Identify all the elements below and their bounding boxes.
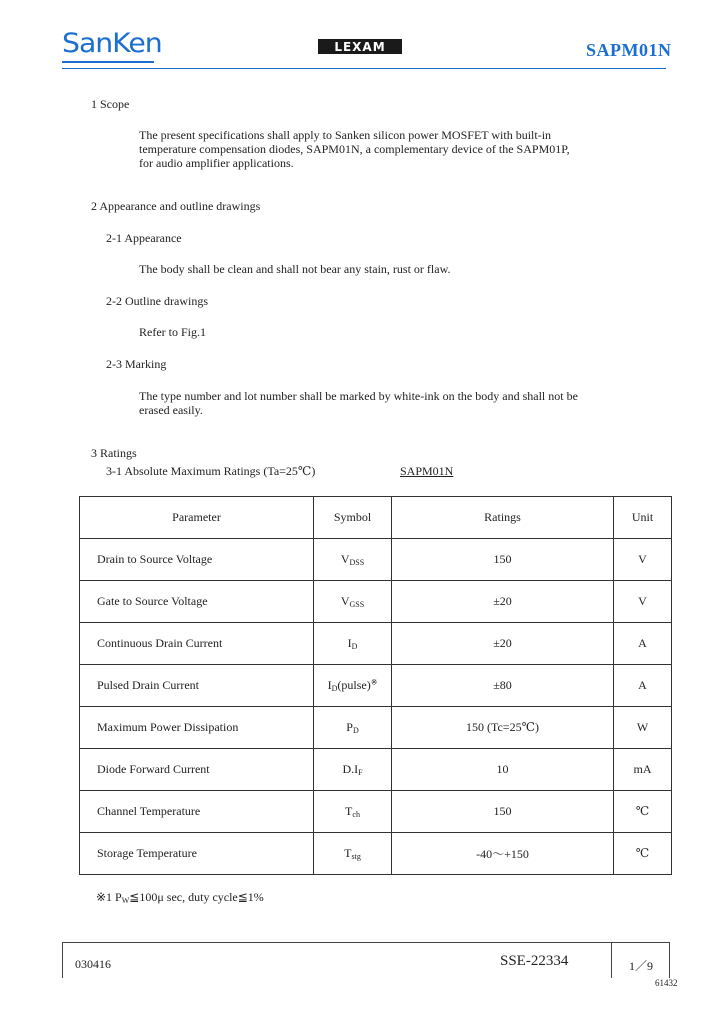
symbol-note-mark: ※ [370,678,378,687]
cell-rating: ±80 [392,665,614,707]
cell-parameter: Diode Forward Current [80,749,314,791]
header-unit: Unit [614,497,672,539]
table-row [80,707,672,749]
symbol-subscript: GSS [349,600,365,609]
symbol-main: I [327,678,332,692]
cell-symbol [314,539,392,581]
marking-line-2: erased easily. [139,403,203,417]
table-row [80,791,672,833]
section-2-3-title: 2-3 Marking [106,357,167,371]
appearance-text: The body shall be clean and shall not bear any stain, rust or flaw. [139,262,451,276]
symbol-subscript: D [331,684,338,693]
absolute-max-ratings-table [79,496,672,875]
cell-parameter: Maximum Power Dissipation [80,707,314,749]
table-row [80,581,672,623]
symbol-main: V [340,552,350,566]
section-2-1-title: 2-1 Appearance [106,231,182,245]
symbol-tail: (pulse) [337,678,371,692]
cell-rating: 150 (Tc=25℃) [392,707,614,749]
outline-text: Refer to Fig.1 [139,325,206,339]
cell-rating: ±20 [392,623,614,665]
footnote-rest: ≦100μ sec, duty cycle≦1% [129,890,264,904]
symbol-subscript: F [358,768,363,777]
cell-unit: W [614,707,672,749]
cell-parameter: Pulsed Drain Current [80,665,314,707]
cell-unit: V [614,581,672,623]
table-row [80,623,672,665]
section-3-title: 3 Ratings [91,446,137,460]
header-symbol: Symbol [314,497,392,539]
symbol-subscript: DSS [349,558,365,567]
symbol-subscript: ch [352,810,360,819]
cell-unit: mA [614,749,672,791]
cell-unit: ℃ [614,791,672,833]
cell-unit: ℃ [614,833,672,875]
table-header-row [80,497,672,539]
cell-unit: A [614,623,672,665]
footnote-sub: W [121,896,130,905]
cell-symbol [314,833,392,875]
scope-line-3: for audio amplifier applications. [139,156,294,170]
section-2-title: 2 Appearance and outline drawings [91,199,261,213]
cell-symbol [314,707,392,749]
cell-parameter: Storage Temperature [80,833,314,875]
cell-unit: A [614,665,672,707]
header-ratings: Ratings [392,497,614,539]
footer-right-border [669,942,670,978]
footer-separator [611,942,612,978]
cell-rating: 150 [392,539,614,581]
sanken-logo: SanKen [62,28,162,59]
section-3-1-title: 3-1 Absolute Maximum Ratings (Ta=25℃) [106,464,316,478]
cell-parameter: Continuous Drain Current [80,623,314,665]
table-row [80,833,672,875]
header-model-number: SAPM01N [586,40,672,60]
scope-text [139,128,570,170]
footer-form-code: 61432 [655,978,678,988]
header-divider [62,68,666,69]
symbol-main: T [345,804,353,818]
table-row [80,749,672,791]
footer-doc-number: SSE-22334 [500,953,569,969]
lexam-logo [318,39,402,54]
section-3-1-model: SAPM01N [400,464,454,478]
cell-symbol [314,791,392,833]
cell-rating: 10 [392,749,614,791]
section-1-title: 1 Scope [91,97,130,111]
cell-rating: -40～+150 [392,833,614,875]
symbol-main: V [340,594,350,608]
cell-symbol [314,665,392,707]
cell-unit: V [614,539,672,581]
section-2-2-title: 2-2 Outline drawings [106,294,208,308]
cell-symbol [314,749,392,791]
symbol-main: I [347,636,352,650]
cell-symbol [314,623,392,665]
cell-parameter: Gate to Source Voltage [80,581,314,623]
cell-symbol [314,581,392,623]
symbol-main: T [344,846,352,860]
cell-parameter: Channel Temperature [80,791,314,833]
footer-page-number: 1／9 [629,959,654,973]
cell-parameter: Drain to Source Voltage [80,539,314,581]
symbol-subscript: D [352,726,359,735]
symbol-subscript: D [351,642,358,651]
symbol-main: D.I [342,762,359,776]
footnote [96,890,264,905]
footnote-prefix: ※1 P [96,890,122,904]
footer-divider [62,942,670,943]
symbol-subscript: stg [351,852,361,861]
header-parameter: Parameter [80,497,314,539]
footer-date-code: 030416 [75,957,111,971]
lexam-logo-text: LEXAM [334,39,386,54]
cell-rating: 150 [392,791,614,833]
footer-left-border [62,942,63,978]
scope-line-1: The present specifications shall apply to Sanken silicon power MOSFET with built-in [139,128,552,142]
cell-rating: ±20 [392,581,614,623]
table-row [80,665,672,707]
marking-line-1: The type number and lot number shall be marked by white-ink on the body and shall not be [139,389,578,403]
marking-text [139,389,578,417]
table-row [80,539,672,581]
symbol-main: P [346,720,353,734]
scope-line-2: temperature compensation diodes, SAPM01N, a complementary device of the SAPM01P, [139,142,570,156]
logo-underline [62,61,154,63]
